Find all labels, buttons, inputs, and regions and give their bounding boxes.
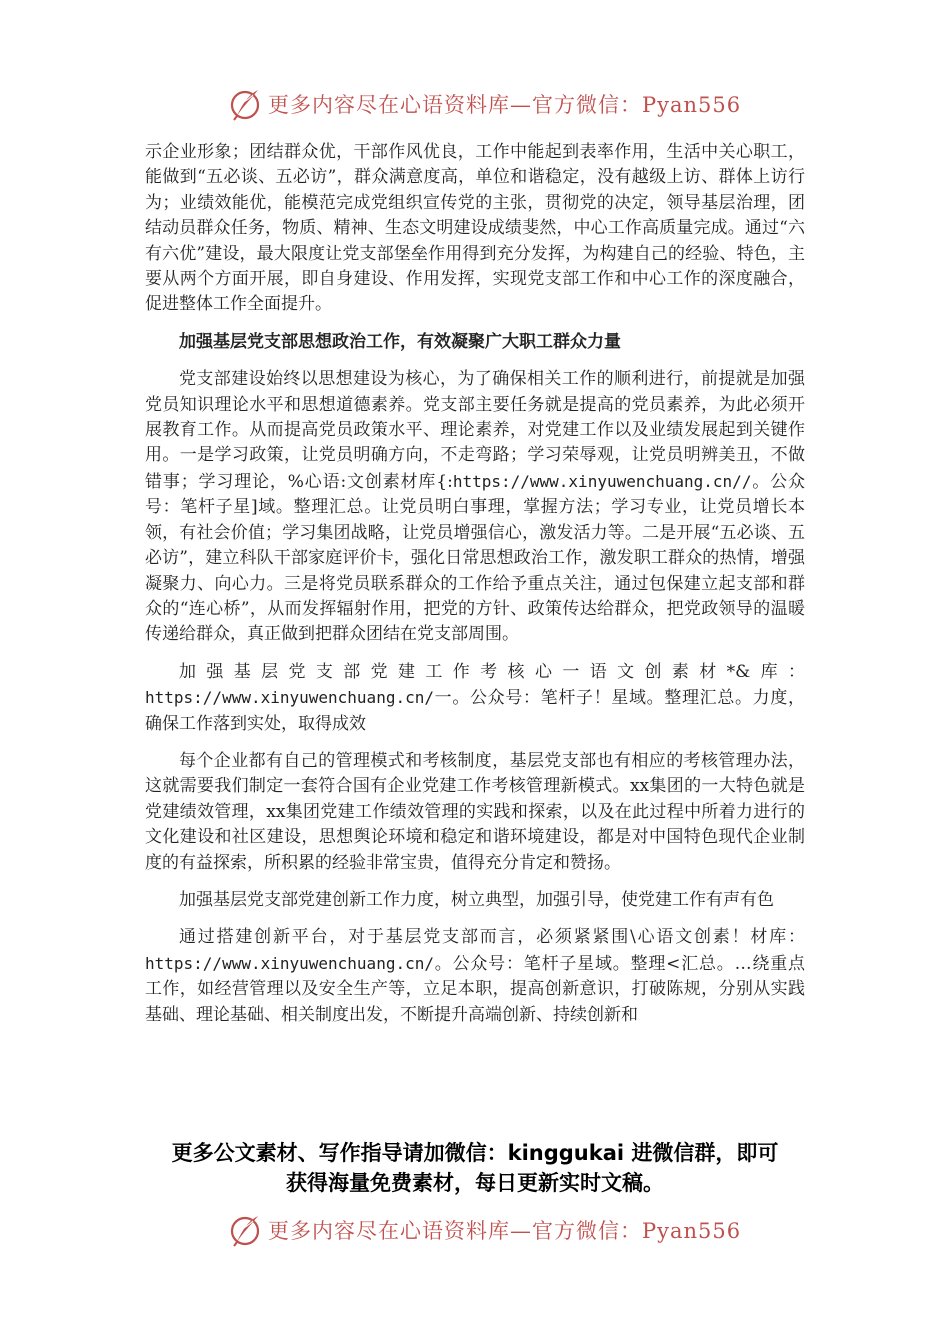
paragraph-3-url: https://www.xinyuwenchuang.cn/ [145,688,434,708]
paragraph-6-text-a: 通过搭建创新平台，对于基层党支部而言，必须紧紧围\心语文创素！材库： [179,927,805,948]
paragraph-6-text-b: 。公众号：笔杆子星域。整理<汇总。…绕重点工作，如经营管理以及安全生产等，立足本职，提高创新意识，打破陈规，分别从实践基础、理论基础、相关制度出发，不断提升高端创新、持续创新和 [145,953,805,1025]
paragraph-1: 示企业形象；团结群众优，干部作风优良，工作中能起到表率作用，生活中关心职工，能做到“五必谈、五必访”，群众满意度高，单位和谐稳定，没有越级上访、群体上访行为；业绩效能优，能模范完成党组织宣传党的主张，贯彻党的决定，领导基层治理，团结动员群众任务，物质、精神、生态文明建设成绩斐然，中心工作高质量完成。通过“六有六优”建设，最大限度让党支部堡垒作用得到充分发挥，为构建自己的经验、特色，主要从两个方面开展，即自身建设、作用发挥，实现党支部工作和中心工作的深度融合，促进整体工作全面提升。 [145,142,805,315]
paragraph-3-text-a: 加强基层党支部党建工作考核心一语文创素材*&库： [179,661,805,682]
quill-pen-logo-icon [228,1212,264,1248]
header-banner [0,82,950,126]
document-body [145,140,805,1040]
paragraph-2 [145,367,805,647]
promo-line-2: 获得海量免费素材，每日更新实时文稿。 [286,1171,664,1195]
paragraph-2-text-a: 党支部建设始终以思想建设为核心，为了确保相关工作的顺利进行，前提就是加强党员知识理论水平和思想道德素养。党支部主要任务就是提高的党员素养，为此必须开展教育工作。从而提高党员政策水平、理论素养，对党建工作以及业绩发展起到关键作用。一是学习政策，让党员明确方向，不走弯路；学习荣辱观，让党员明辨美丑，不做错事；学习理论，%心语:文创素材库{: [145,369,805,492]
quill-pen-logo-icon [228,86,264,122]
paragraph-2-url: https://www.xinyuwenchuang.cn// [452,471,752,491]
paragraph-3-text-b: 一。公众号：笔杆子！星域。整理汇总。力度，确保工作落到实处，取得成效 [145,688,805,734]
paragraph-2-text-b: 。公众号：笔杆子星]域。整理汇总。让党员明白事理，掌握方法；学习专业，让党员增长本领，有社会价值；学习集团战略，让党员增强信心，激发活力等。二是开展“五必谈、五必访”，建立科队干部家庭评价卡，强化日常思想政治工作，激发职工群众的热情，增强凝聚力、向心力。三是将党员联系群众的工作给予重点关注，通过包保建立起支部和群众的“连心桥”，从而发挥辐射作用，把党的方针、政策传达给群众，把党政领导的温暖传递给群众，真正做到把群众团结在党支部周围。 [145,471,805,645]
paragraph-3 [145,660,805,737]
paragraph-6-url: https://www.xinyuwenchuang.cn/ [145,953,434,973]
promo-line-1: 更多公文素材、写作指导请加微信：kinggukai 进微信群，即可 [171,1141,779,1165]
paragraph-5: 加强基层党支部党建创新工作力度，树立典型，加强引导，使党建工作有声有色 [179,889,774,910]
paragraph-4: 每个企业都有自己的管理模式和考核制度，基层党支部也有相应的考核管理办法，这就需要我们制定一套符合国有企业党建工作考核管理新模式。xx集团的一大特色就是党建绩效管理，xx集团党建工作绩效管理的实践和探索，以及在此过程中所着力进行的文化建设和社区建设，思想舆论环境和稳定和谐环境建设，都是对中国特色现代企业制度的有益探索，所积累的经验非常宝贵，值得充分肯定和赞扬。 [145,750,805,873]
footer-banner-text: 更多内容尽在心语资料库—官方微信：Pyan556 [268,1219,742,1243]
footer-banner [0,1208,950,1252]
section-heading-1: 加强基层党支部思想政治工作，有效凝聚广大职工群众力量 [179,331,621,352]
header-banner-text: 更多内容尽在心语资料库—官方微信：Pyan556 [268,93,742,117]
promo-notice [100,1138,850,1198]
paragraph-6 [145,925,805,1028]
